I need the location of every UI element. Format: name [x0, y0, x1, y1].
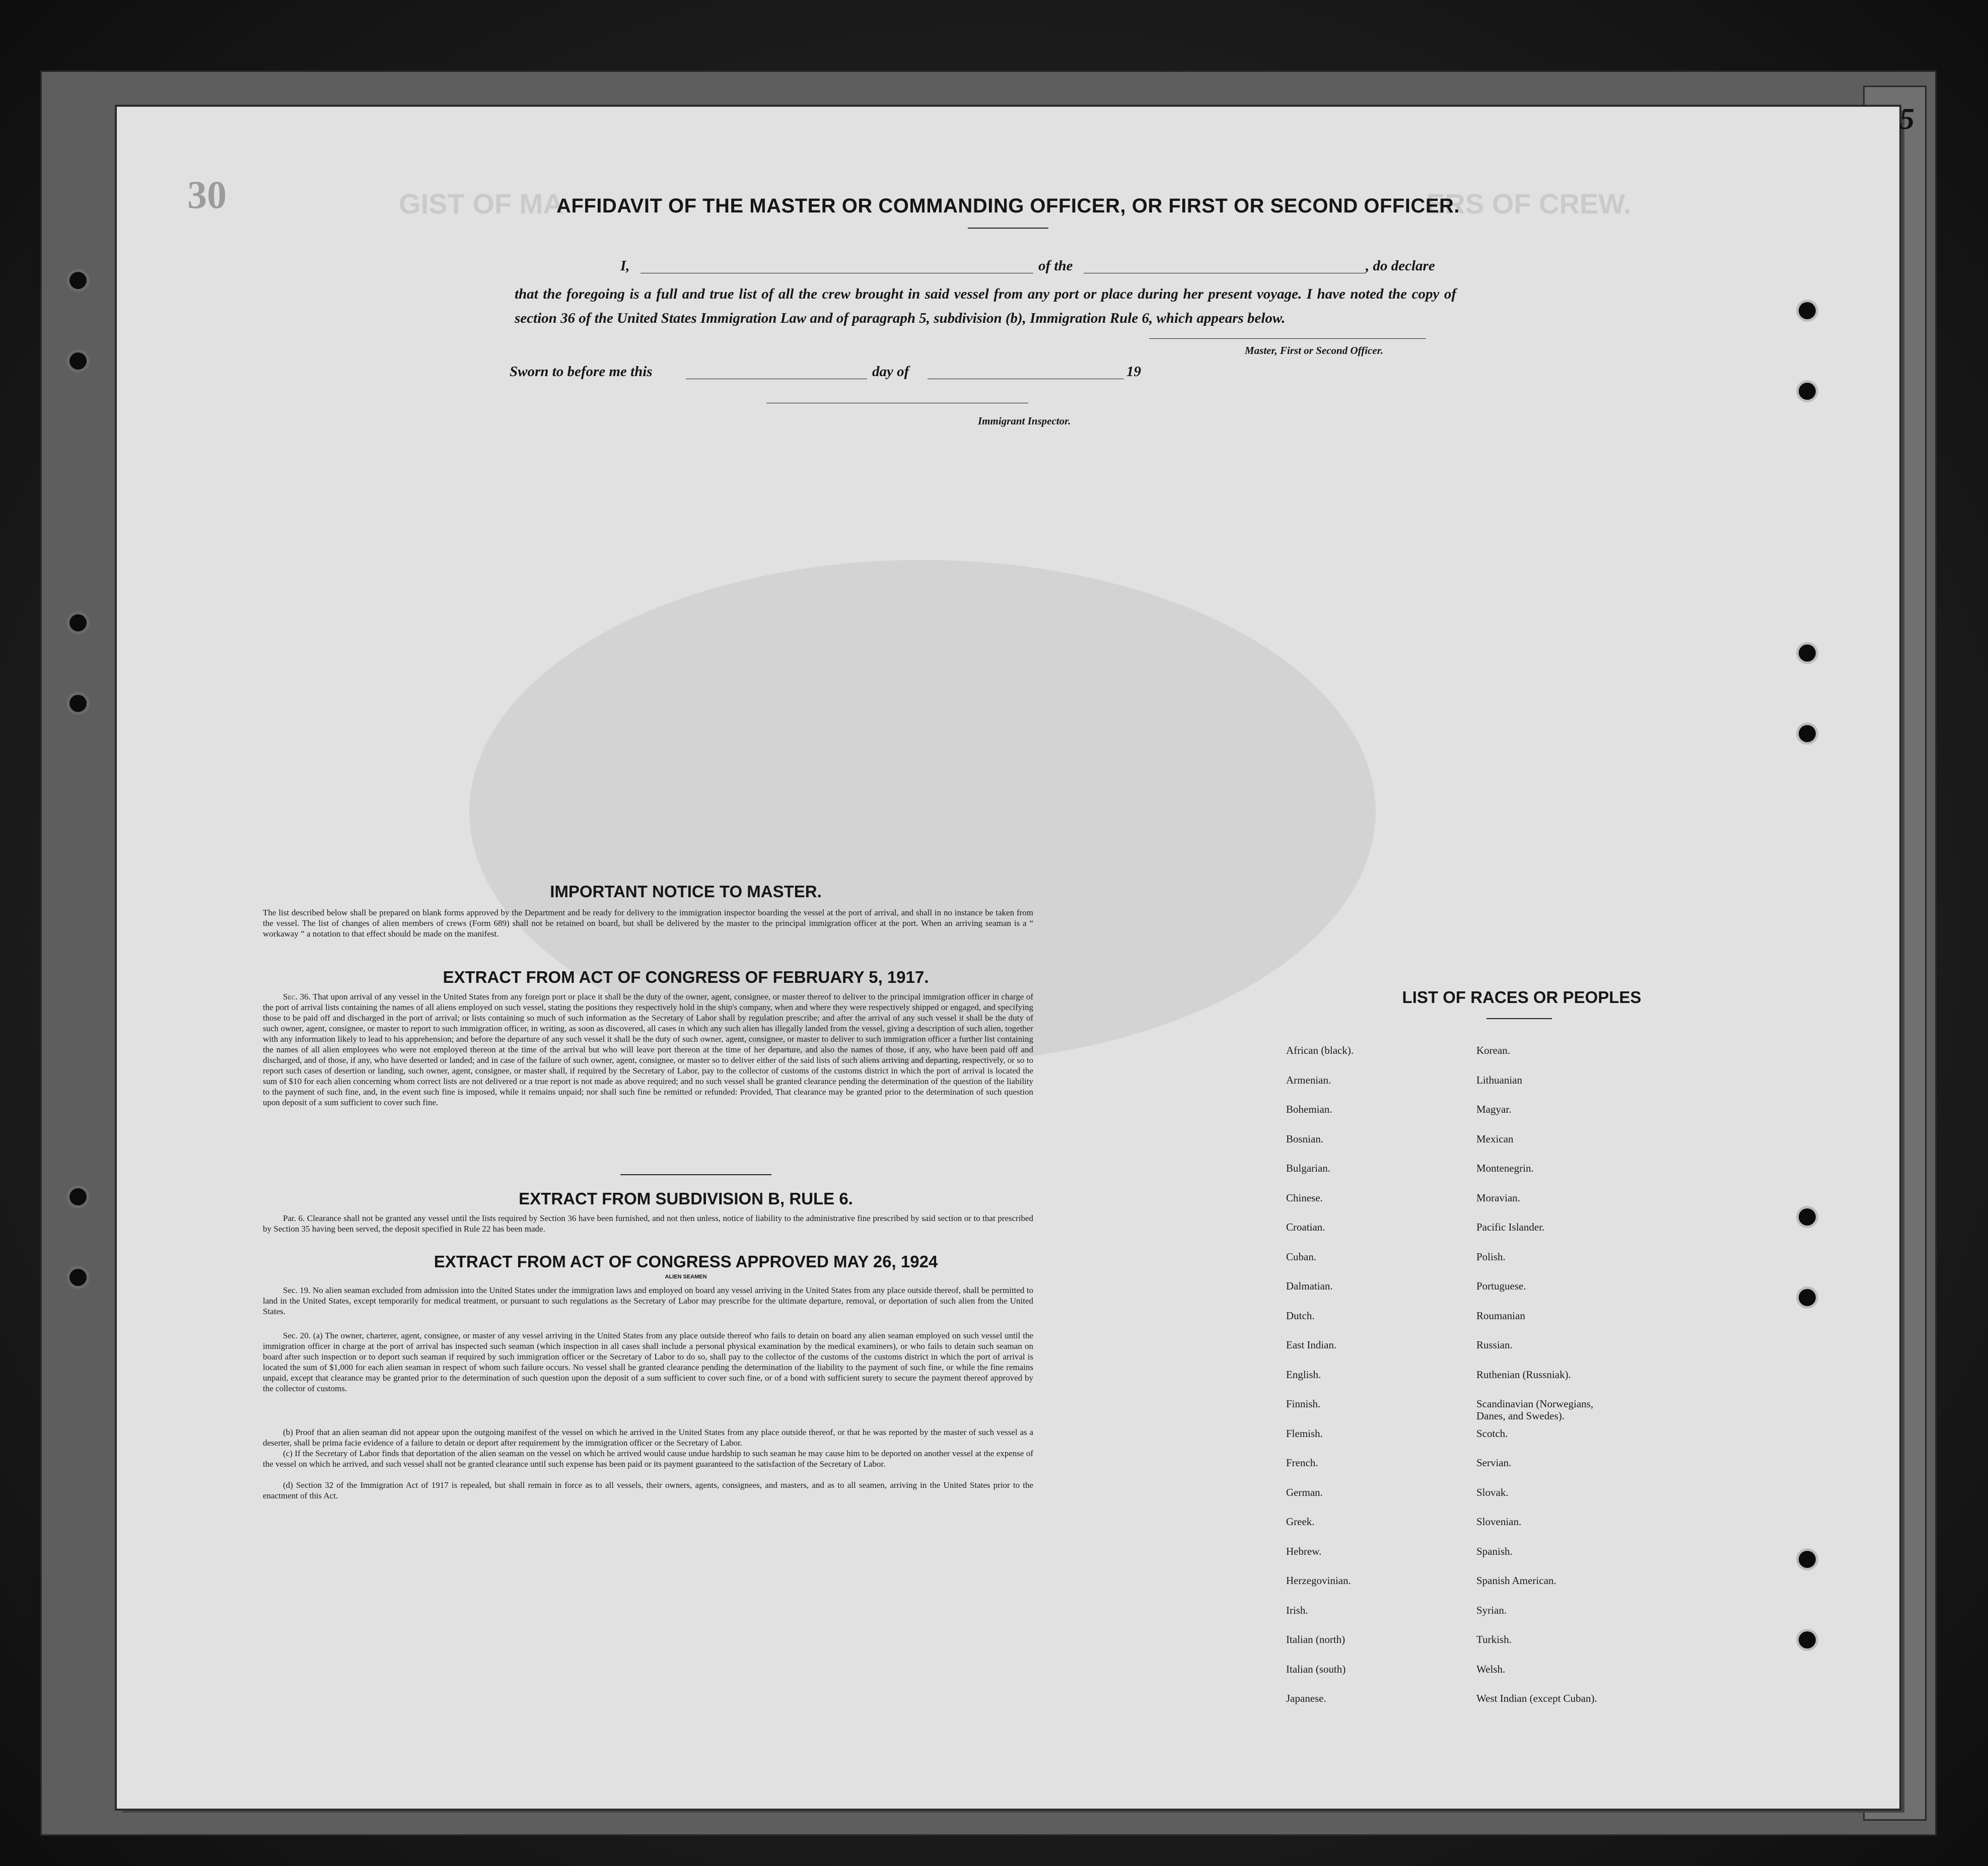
race-item: Spanish American.: [1476, 1574, 1556, 1587]
race-item: Korean.: [1476, 1044, 1511, 1056]
declare-of-the: of the: [1038, 258, 1073, 274]
race-item: Moravian.: [1476, 1191, 1520, 1204]
race-item: West Indian (except Cuban).: [1476, 1692, 1597, 1704]
race-item: Slovak.: [1476, 1486, 1509, 1498]
race-item: Portuguese.: [1476, 1280, 1526, 1292]
declare-suffix: , do declare: [1366, 258, 1435, 274]
race-item: Scandinavian (Norwegians,: [1476, 1398, 1594, 1410]
stain: [469, 560, 1376, 1063]
race-item: East Indian.: [1286, 1339, 1337, 1351]
corner-number: 30: [187, 173, 227, 217]
binder-hole: [1799, 302, 1816, 319]
race-item: English.: [1286, 1368, 1321, 1381]
binder-hole: [69, 272, 87, 289]
binder-hole: [69, 695, 87, 712]
binder-hole: [1799, 644, 1816, 662]
declare-i: I,: [620, 258, 630, 274]
race-item: Armenian.: [1286, 1073, 1331, 1086]
title-underline: [968, 228, 1048, 229]
race-item: French.: [1286, 1457, 1318, 1469]
extract-1924-sec20a: Sec. 20. (a) The owner, charterer, agent, consignee, or master of any vessel arriving in the United States from any place outside thereof who fails to detain on board any alien seaman employed on such vessel until the immigration officer in charge at the port of arrival has inspected such seaman (which inspection in all cases shall include a personal physical examination by the medical examiners), or who fails to detain such seaman on board after such inspection or to deport such seaman if required by such immigration officer or the Secretary of Labor to do so, shall pay to the collector of the customs of the customs district in which the port of arrival is located the sum of $1,000 for each alien seaman in respect of whom such failure occurs. No vessel shall be granted clearance pending the determination of the liability to the payment of such fine, or while the fine remains unpaid, except that clearance may be granted prior to the determination of such question upon the deposit of a sum sufficient to cover such fine, or of a bond with sufficient surety to secure the payment thereof approved by the collector of customs.: [263, 1331, 1033, 1393]
race-item: Magyar.: [1476, 1103, 1512, 1115]
extract-1917-body: [263, 991, 1033, 1108]
race-item: Turkish.: [1476, 1633, 1512, 1645]
race-item: Italian (south): [1286, 1663, 1346, 1675]
binder-hole: [69, 1269, 87, 1286]
extract-rule6-title: EXTRACT FROM SUBDIVISION B, RULE 6.: [519, 1189, 853, 1208]
race-item: Finnish.: [1286, 1398, 1321, 1410]
race-item: Spanish.: [1476, 1545, 1513, 1557]
extract-1924-sec20b: (b) Proof that an alien seaman did not appear upon the outgoing manifest of the vessel on which he arrived in the United States from any place outside thereof, or that he was reported by the master of such vessel as a deserter, shall be prima facie evidence of a failure to detain or deport after requirement by the immigration officer or the Secretary of Labor.: [263, 1427, 1033, 1448]
race-item: Scotch.: [1476, 1427, 1508, 1440]
race-item: Irish.: [1286, 1604, 1308, 1616]
binder-hole: [1799, 1208, 1816, 1226]
race-item: Italian (north): [1286, 1633, 1345, 1645]
race-item: Welsh.: [1476, 1663, 1506, 1675]
races-title-underline: [1486, 1018, 1552, 1019]
race-item: Dalmatian.: [1286, 1280, 1333, 1292]
race-item: German.: [1286, 1486, 1323, 1498]
race-item: Croatian.: [1286, 1221, 1325, 1233]
race-item: Greek.: [1286, 1516, 1315, 1528]
extract-1917-text: That upon arrival of any vessel in the United States from any foreign port or place it shall be the duty of the owner, agent, consignee, or master thereof to deliver to the principal immigration officer in charge of the port of arrival lists containing the names of all aliens employed on such vessel, stating the positions they respectively hold in the ship's company, when and where they were respectively shipped or engaged, and specifying those to be paid off and discharged in the port of arrival; or lists containing so much of such information as the Secretary of Labor shall by regulation prescribe; and after the arrival of any such vessel it shall be the duty of such owner, agent, consignee, or master to report to such immigration officer, in writing, as soon as discovered, all cases in which any such alien has illegally landed from the vessel, giving a description of such alien, together with any information likely to lead to his apprehension; and before the departure of any such vessel it shall be the duty of such owner, agent, consignee, or master to deliver to such immigration officer a further list containing the names of all alien employees who were not employed thereon at the time of the arrival but who will leave port thereon at the time of her departure, and also the names of those, if any, who have been paid off and discharged, and of those, if any, who have deserted or landed; and in case of the failure of such owner, agent, consignee, or master so to deliver either of the said lists of such aliens arriving and departing, respectively, or so to report such cases of desertion or landing, such owner, agent, consignee, or master shall, if required by the Secretary of Labor, pay to the collector of customs of the customs district in which the port of arrival is located the sum of $10 for each alien concerning whom correct lists are not delivered or a true report is not made as above required; and no such vessel shall be granted clearance pending the determination of the question of the liability to the payment of such fine, and, in the event such fine is imposed, while it remains unpaid; nor shall such fine be remitted or refunded: Provided, That clearance may be granted prior to the determination of such question upon deposit of a sum sufficient to cover such fine.: [263, 992, 1034, 1107]
extract-1924-title: EXTRACT FROM ACT OF CONGRESS APPROVED MAY 26, 1924: [434, 1252, 938, 1271]
manifest-page: [117, 102, 1914, 1809]
race-item: Slovenian.: [1476, 1516, 1522, 1528]
affidavit-paragraph: that the foregoing is a full and true list of all the crew brought in said vessel from any port or place during her present voyage. I have noted the copy of section 36 of the United States Immigration Law and of paragraph 5, subdivision (b), Immigration Rule 6, which appears below.: [515, 286, 1456, 326]
race-item: Servian.: [1476, 1457, 1512, 1469]
race-item: Montenegrin.: [1476, 1162, 1534, 1174]
bleed-through-heading-2: ERS OF CREW.: [1426, 188, 1631, 220]
race-item: Bohemian.: [1286, 1103, 1332, 1115]
affidavit-title: AFFIDAVIT OF THE MASTER OR COMMANDING OFFICER, OR FIRST OR SECOND OFFICER.: [556, 195, 1460, 217]
extract-1924-sec19: Sec. 19. No alien seaman excluded from admission into the United States under the immigration laws and employed on board any vessel arriving in the United States from any place outside thereof, shall be permitted to land in the United States, except temporarily for medical treatment, or pursuant to such regulations as the Secretary of Labor may prescribe for the ultimate departure, removal, or deportation of such alien from the United States.: [263, 1285, 1033, 1316]
extract-rule6-body: Par. 6. Clearance shall not be granted any vessel until the lists required by Section 36 have been furnished, and not then unless, notice of liability to the administrative fine prescribed by said section or to that prescribed by Section 35 having been served, the deposit specified in Rule 22 has been made.: [263, 1213, 1033, 1234]
binder-hole: [1799, 1631, 1816, 1648]
binder-hole: [1799, 1551, 1816, 1568]
race-item: Cuban.: [1286, 1250, 1317, 1263]
sworn-prefix: Sworn to before me this: [510, 364, 653, 380]
race-item: Mexican: [1476, 1132, 1514, 1145]
race-item: Flemish.: [1286, 1427, 1323, 1440]
race-item: Bulgarian.: [1286, 1162, 1331, 1174]
race-item: Chinese.: [1286, 1191, 1323, 1204]
race-item: Syrian.: [1476, 1604, 1507, 1616]
binder-hole: [69, 614, 87, 631]
race-item: Japanese.: [1286, 1692, 1326, 1704]
extract-1917-sec-label: Sec. 36.: [283, 992, 311, 1001]
binder-hole: [1799, 1289, 1816, 1306]
race-item: Polish.: [1476, 1250, 1506, 1263]
race-item: Pacific Islander.: [1476, 1221, 1545, 1233]
sworn-day-of: day of: [872, 364, 909, 380]
binder-hole: [69, 1188, 87, 1205]
race-item: Bosnian.: [1286, 1132, 1324, 1145]
race-item: Herzegovinian.: [1286, 1574, 1351, 1587]
extract-1924-sec20d: (d) Section 32 of the Immigration Act of 1917 is repealed, but shall remain in force as to all vessels, their owners, agents, consignees, and masters, and as to all seamen, arriving in the United States prior to the enactment of this Act.: [263, 1480, 1033, 1500]
race-item: African (black).: [1286, 1044, 1354, 1056]
race-item: Hebrew.: [1286, 1545, 1322, 1557]
binder-hole: [1799, 383, 1816, 400]
race-item: Dutch.: [1286, 1309, 1315, 1322]
race-item: Roumanian: [1476, 1309, 1525, 1322]
race-item: Lithuanian: [1476, 1073, 1522, 1086]
binder-hole: [69, 352, 87, 370]
binder-hole: [1799, 725, 1816, 742]
extract-1924-sec20c: (c) If the Secretary of Labor finds that deportation of the alien seaman on the vessel on which he arrived would cause undue hardship to such seaman he may cause him to be deported on another vessel at the expense of the vessel on which he arrived, and such vessel shall not be granted clearance until such expense has been paid or its payment guaranteed to the satisfaction of the Secretary of Labor.: [263, 1449, 1033, 1469]
master-signature-line: [1149, 338, 1426, 339]
notice-title: IMPORTANT NOTICE TO MASTER.: [550, 882, 822, 901]
race-item: Ruthenian (Russniak).: [1476, 1368, 1571, 1381]
notice-body: The list described below shall be prepared on blank forms approved by the Department and be ready for delivery to the immigration inspector boarding the vessel at the port of arrival, and shall in no instance be taken from the vessel. The list of changes of alien members of crews (Form 689) shall not be retained on board, but shall be delivered by the master to the principal immigration officer at the port. When an arriving seaman is a “ workaway ” a notation to that effect should be made on the manifest.: [263, 908, 1033, 939]
inspector-signature-caption: Immigrant Inspector.: [978, 415, 1071, 427]
bleed-through-heading: GIST OF MA: [399, 188, 563, 220]
section-divider-1: [620, 1174, 771, 1175]
sworn-year: 19: [1126, 364, 1141, 380]
race-item: Danes, and Swedes).: [1476, 1410, 1565, 1422]
master-signature-caption: Master, First or Second Officer.: [1245, 344, 1383, 356]
extract-1917-title: EXTRACT FROM ACT OF CONGRESS OF FEBRUARY 5, 1917.: [443, 968, 929, 986]
race-item: Russian.: [1476, 1339, 1513, 1351]
races-title: LIST OF RACES OR PEOPLES: [1402, 988, 1642, 1007]
extract-1924-subtitle: ALIEN SEAMEN: [665, 1274, 707, 1280]
corner-mark: 5: [1899, 102, 1914, 135]
